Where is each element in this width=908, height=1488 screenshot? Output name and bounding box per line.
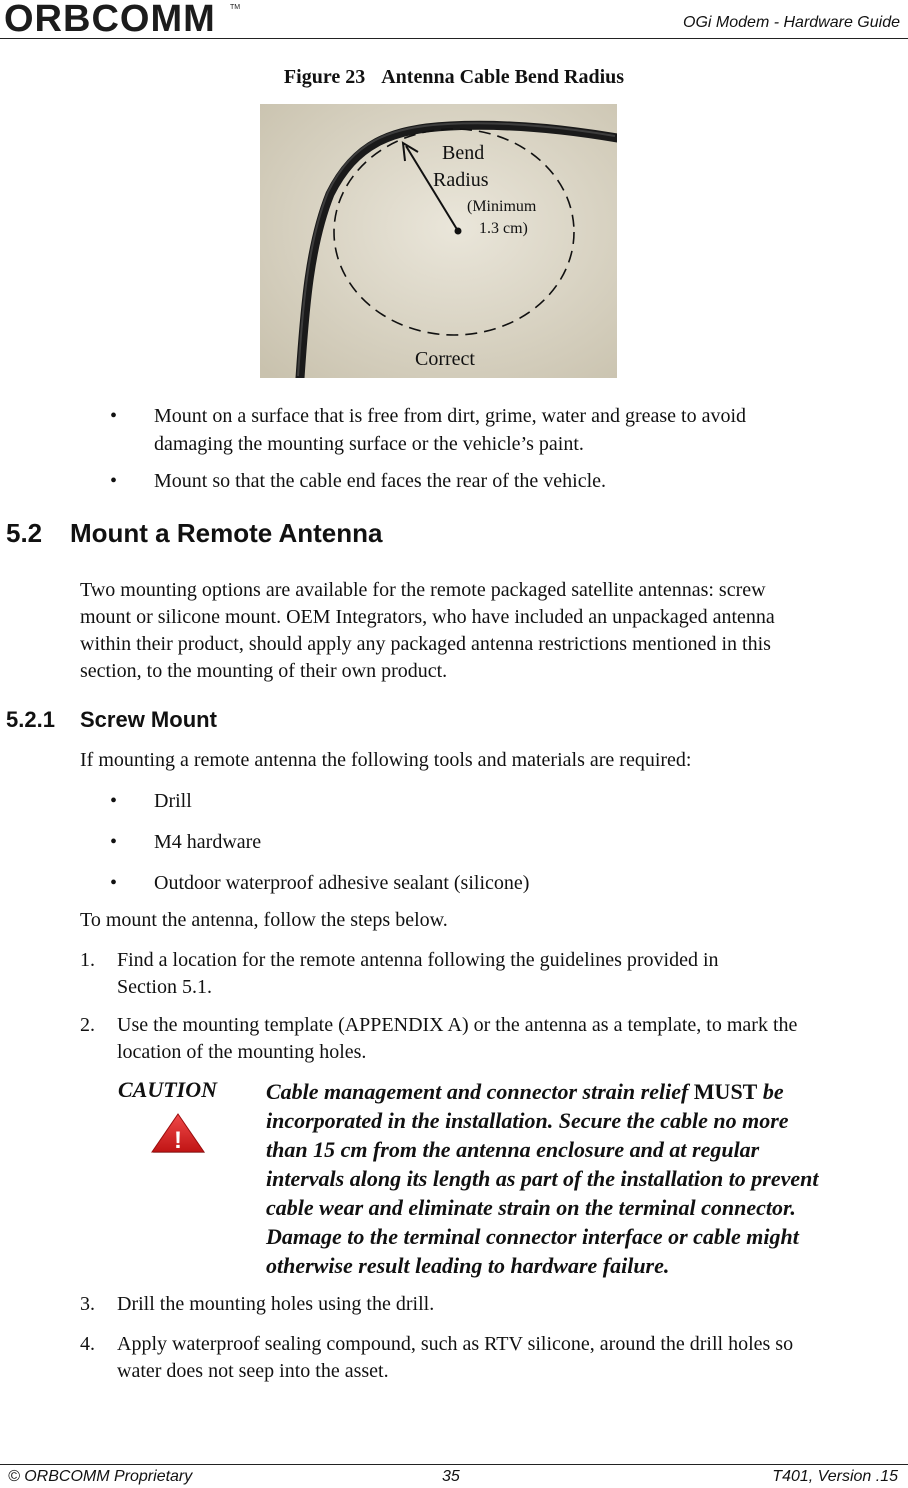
label-radius: Radius: [433, 169, 489, 191]
list-item: [110, 828, 890, 856]
logo-trademark: TM: [230, 4, 241, 11]
footer-copyright: © ORBCOMM Proprietary: [8, 1468, 193, 1485]
step-number: 2.: [80, 1014, 95, 1036]
caution-text: [266, 1077, 906, 1280]
orbcomm-logo: [2, 0, 242, 36]
caution-line: incorporated in the installation. Secure the cable no more: [266, 1108, 789, 1133]
caution-line: otherwise result leading to hardware failure.: [266, 1253, 670, 1278]
logo-text: ORBCOMM: [4, 0, 216, 36]
step-number: 1.: [80, 949, 95, 971]
paragraph-line: section, to the mounting of their own product.: [80, 660, 448, 682]
tools-intro: If mounting a remote antenna the following tools and materials are required:: [80, 749, 692, 771]
label-minimum-value: 1.3 cm): [479, 220, 528, 237]
subsection-title: Screw Mount: [80, 707, 217, 732]
paragraph-line: within their product, should apply any packaged antenna restrictions mentioned in this: [80, 633, 771, 655]
bend-radius-figure: [260, 104, 617, 378]
numbered-step: [80, 1012, 900, 1066]
list-item: [110, 869, 890, 897]
section-title: Mount a Remote Antenna: [70, 518, 383, 548]
caution-line: intervals along its length as part of the installation to prevent: [266, 1166, 819, 1191]
list-item-text: Outdoor waterproof adhesive sealant (silicone): [154, 872, 530, 894]
bullet-icon: •: [110, 872, 118, 894]
step-text: Section 5.1.: [117, 976, 212, 998]
section-number: 5.2: [6, 518, 43, 548]
bullet-icon: •: [110, 831, 118, 853]
step-number: 4.: [80, 1333, 95, 1355]
steps-intro: To mount the antenna, follow the steps below.: [80, 909, 448, 931]
page-number: 35: [442, 1468, 460, 1485]
caution-line: Cable management and connector strain relief: [266, 1079, 694, 1104]
step-text: Drill the mounting holes using the drill.: [117, 1293, 435, 1315]
list-item-text: damaging the mounting surface or the vehicle’s paint.: [154, 433, 584, 455]
caution-line: cable wear and eliminate strain on the terminal connector.: [266, 1195, 796, 1220]
paragraph-line: Two mounting options are available for the remote packaged satellite antennas: screw: [80, 579, 766, 601]
list-item: [110, 787, 890, 815]
footer-divider: [0, 1464, 908, 1465]
section-heading-5-2: [6, 518, 382, 549]
step-number: 3.: [80, 1293, 95, 1315]
list-item: [110, 467, 890, 495]
warning-mark: !: [174, 1127, 182, 1154]
label-minimum: (Minimum: [467, 198, 537, 215]
header-divider: [0, 38, 908, 39]
list-item-text: Drill: [154, 790, 192, 812]
paragraph-line: mount or silicone mount. OEM Integrators, who have included an unpackaged antenna: [80, 606, 775, 628]
step-text: location of the mounting holes.: [117, 1041, 367, 1063]
numbered-step: [80, 947, 900, 1001]
document-title: OGi Modem - Hardware Guide: [683, 14, 900, 31]
document-version: T401, Version .15: [772, 1468, 898, 1485]
figure-title: Antenna Cable Bend Radius: [381, 66, 625, 88]
figure-number: Figure 23: [283, 66, 366, 88]
radius-center-point: [455, 228, 462, 235]
section-paragraph: [80, 577, 890, 685]
step-text: Apply waterproof sealing compound, such as RTV silicone, around the drill holes so: [117, 1333, 794, 1355]
numbered-step: [80, 1291, 900, 1318]
bullet-icon: •: [110, 790, 118, 812]
caution-line: than 15 cm from the antenna enclosure and at regular: [266, 1137, 760, 1162]
list-item-text: Mount so that the cable end faces the rear of the vehicle.: [154, 470, 607, 492]
subsection-number: 5.2.1: [6, 707, 55, 732]
label-correct: Correct: [415, 348, 475, 370]
caution-emphasis: MUST: [693, 1079, 758, 1104]
numbered-step: [80, 1331, 900, 1385]
caution-line: be: [757, 1079, 784, 1104]
list-item-text: M4 hardware: [154, 831, 262, 853]
step-text: Find a location for the remote antenna following the guidelines provided in: [117, 949, 719, 971]
step-text: Use the mounting template (APPENDIX A) or the antenna as a template, to mark the: [117, 1014, 798, 1036]
bullet-icon: •: [110, 470, 118, 492]
list-item-text: Mount on a surface that is free from dirt, grime, water and grease to avoid: [154, 405, 747, 427]
section-heading-5-2-1: [6, 707, 217, 733]
bullet-icon: •: [110, 405, 118, 427]
list-item: [110, 402, 890, 458]
step-text: water does not seep into the asset.: [117, 1360, 389, 1382]
caution-line: Damage to the terminal connector interface or cable might: [266, 1224, 799, 1249]
warning-triangle-icon: [150, 1112, 206, 1154]
label-bend: Bend: [442, 142, 485, 164]
caution-label: CAUTION: [118, 1077, 218, 1102]
figure-caption: [0, 66, 908, 89]
